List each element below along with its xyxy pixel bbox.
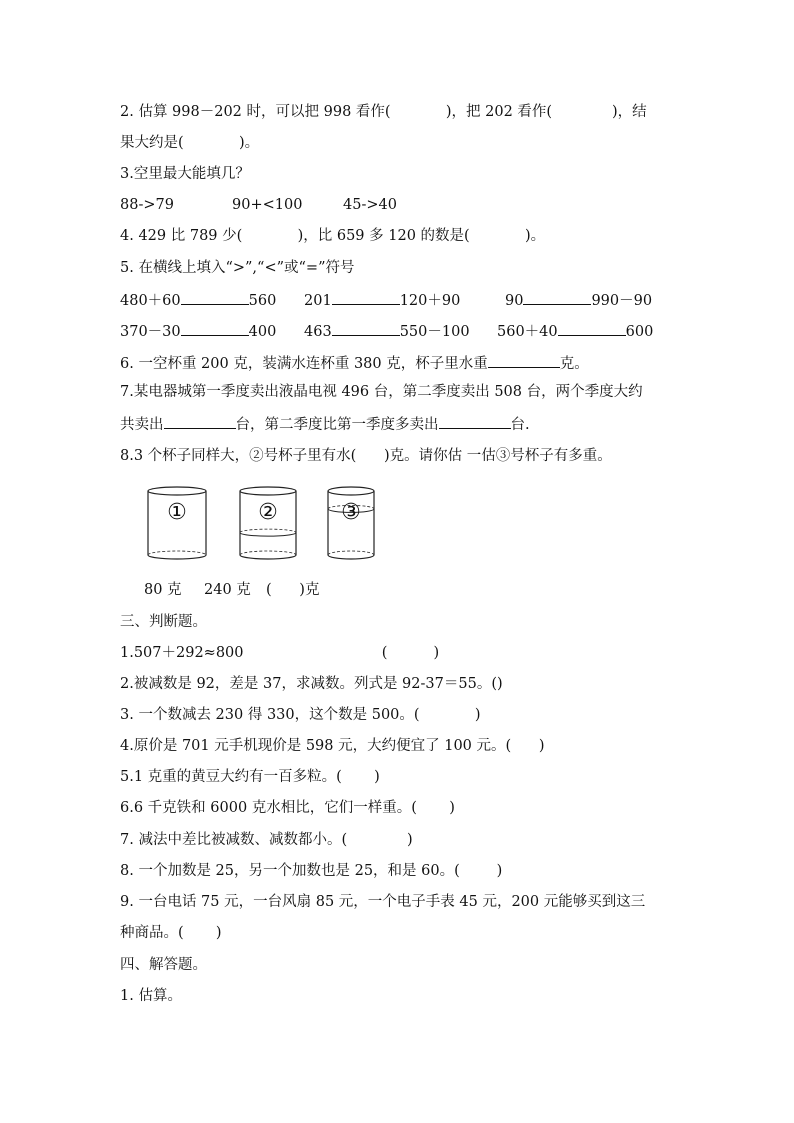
judge-item-8: 8. 一个加数是 25，另一个加数也是 25，和是 60。( ): [120, 863, 503, 879]
cup-2-rim: [240, 487, 296, 495]
answer-blank[interactable]: [488, 352, 560, 368]
q5-r1-c1: [120, 289, 276, 311]
q7-text-c: 台.: [510, 417, 530, 433]
judge-item-9-line2: 种商品。( ): [120, 925, 222, 941]
q3-title: 3.空里最大能填几？: [120, 166, 250, 182]
section4-title: 四、解答题。: [120, 957, 207, 973]
judge-item-4: 4.原价是 701 元手机现价是 598 元，大约便宜了 100 元。( ): [120, 738, 545, 754]
q5-left: 480＋60: [120, 293, 181, 309]
q5-r2-c1: [120, 320, 276, 342]
cup-2-base-hidden: [240, 551, 296, 555]
q5-left: 90: [505, 293, 524, 309]
weight-cup-2: 240 克: [204, 582, 251, 598]
cup-1-base: [148, 555, 206, 559]
q5-right: 600: [625, 324, 654, 340]
answer-blank[interactable]: [439, 413, 511, 429]
q6-unit: 克。: [559, 356, 589, 372]
q7-line1: 7.某电器城第一季度卖出液晶电视 496 台，第二季度卖出 508 台，两个季度大约: [120, 384, 643, 400]
answer-blank[interactable]: [332, 289, 400, 305]
judge-item-5: 5.1 克重的黄豆大约有一百多粒。( ): [120, 769, 380, 785]
cup-2-water-line-hidden: [240, 529, 296, 533]
q5-right: 990－90: [591, 293, 653, 309]
cup-2-label: ②: [258, 500, 278, 525]
cup-2-base: [240, 555, 296, 559]
cup-3-base: [328, 555, 374, 559]
judge-item-1: 1.507＋292≈800 ( ): [120, 645, 440, 661]
section4-q1: 1. 估算。: [120, 988, 182, 1004]
judge-item-7: 7. 减法中差比被减数、减数都小。( ): [120, 832, 413, 848]
answer-blank[interactable]: [181, 320, 249, 336]
judge-item-3: 3. 一个数减去 230 得 330，这个数是 500。( ): [120, 707, 481, 723]
q5-r2-c3: [497, 320, 653, 342]
q4-line: 4. 429 比 789 少( )，比 659 多 120 的数是( )。: [120, 228, 546, 244]
q5-left: 560＋40: [497, 324, 558, 340]
cup-3-label: ③: [341, 500, 361, 525]
q5-right: 560: [248, 293, 277, 309]
q6-line: [120, 352, 589, 374]
q3-item-3: 45->40: [343, 197, 397, 213]
weight-cup-3: ( )克: [266, 582, 320, 598]
answer-blank[interactable]: [558, 320, 626, 336]
q7-text-b: 台，第二季度比第一季度多卖出: [235, 417, 439, 433]
q5-right: 550－100: [399, 324, 470, 340]
q5-r1-c3: [505, 289, 652, 311]
q5-left: 463: [304, 324, 332, 340]
q3-item-2: 90+<100: [232, 197, 303, 213]
judge-item-9-line1: 9. 一台电话 75 元，一台风扇 85 元，一个电子手表 45 元，200 元能够买到这三: [120, 894, 646, 910]
cup-1-base-hidden: [148, 551, 206, 555]
cups-figure: [140, 485, 390, 565]
weight-cup-1: 80 克: [144, 582, 182, 598]
judge-item-6: 6.6 千克铁和 6000 克水相比，它们一样重。( ): [120, 800, 455, 816]
q5-r2-c2: [304, 320, 470, 342]
q2-line2: 果大约是( )。: [120, 135, 260, 151]
q3-item-1: 88->79: [120, 197, 174, 213]
answer-blank[interactable]: [332, 320, 400, 336]
q5-left: 201: [304, 293, 332, 309]
q5-r1-c2: [304, 289, 460, 311]
cup-1-label: ①: [167, 500, 187, 525]
q5-title: 5. 在横线上填入“>”,“<”或“=”符号: [120, 260, 355, 276]
q7-text-a: 共卖出: [120, 417, 164, 433]
q6-text: 6. 一空杯重 200 克，装满水连杯重 380 克，杯子里水重: [120, 356, 488, 372]
q5-right: 400: [248, 324, 277, 340]
q2-line1: 2. 估算 998－202 时，可以把 998 看作( )，把 202 看作( )，结: [120, 104, 647, 120]
cup-1-rim: [148, 487, 206, 495]
q5-left: 370－30: [120, 324, 181, 340]
cup-2-water-line: [240, 533, 296, 537]
answer-blank[interactable]: [181, 289, 249, 305]
cup-3-base-hidden: [328, 551, 374, 555]
answer-blank[interactable]: [523, 289, 591, 305]
q7-line2: [120, 413, 530, 435]
q8-text: 8.3 个杯子同样大，②号杯子里有水( )克。请你估 一估③号杯子有多重。: [120, 448, 612, 464]
q5-right: 120＋90: [399, 293, 461, 309]
cup-3-rim: [328, 487, 374, 495]
judge-item-2: 2.被减数是 92，差是 37，求减数。列式是 92-37＝55。(): [120, 676, 503, 692]
section3-title: 三、判断题。: [120, 614, 207, 630]
answer-blank[interactable]: [164, 413, 236, 429]
